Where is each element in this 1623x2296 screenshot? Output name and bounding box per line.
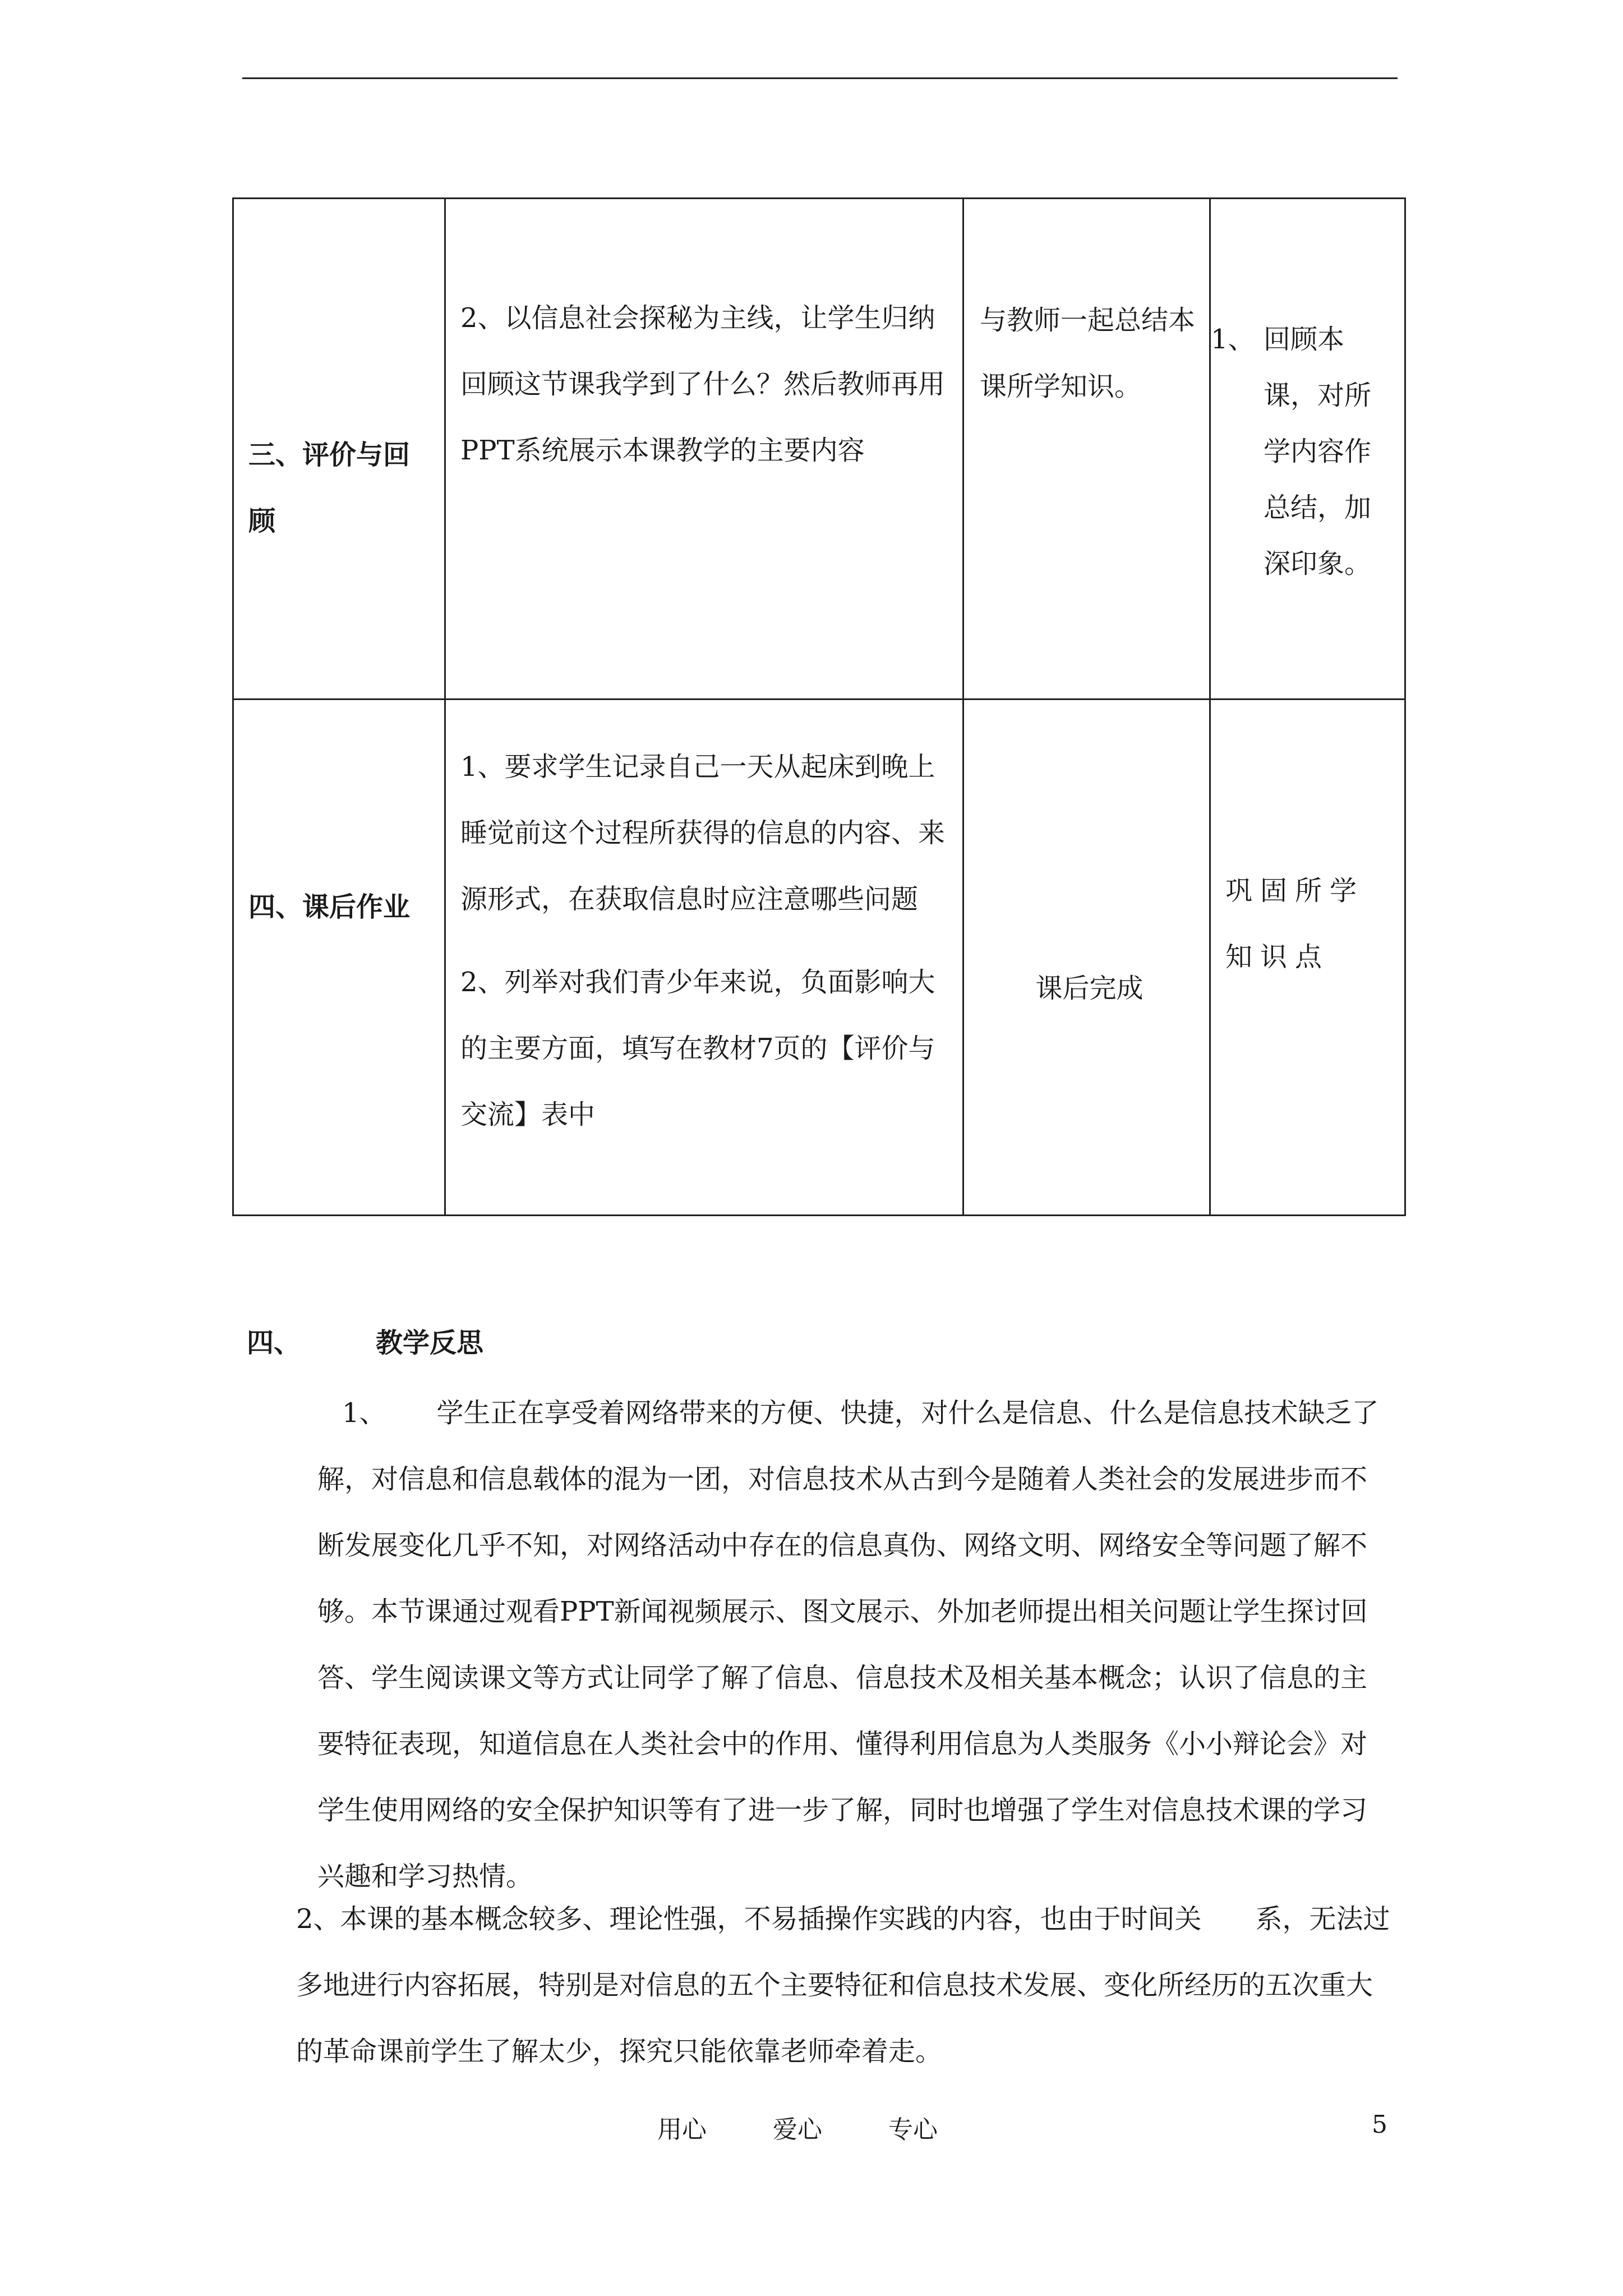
design-intent-cell — [1210, 700, 1405, 1216]
footer-item: 专心 — [888, 2115, 938, 2144]
teacher-activity-text-2: 2、列举对我们青少年来说，负面影响大的主要方面，填写在教材7页的【评价与交流】表中 — [460, 966, 935, 1130]
page-number: 5 — [1372, 2110, 1387, 2139]
intent-number: 1、 — [1211, 324, 1255, 355]
lesson-plan-table — [232, 197, 1406, 1216]
header-rule — [242, 77, 1398, 79]
footer-item: 爱心 — [773, 2115, 822, 2144]
heading-number: 四、 — [247, 1327, 301, 1359]
student-activity-text: 课后完成 — [1035, 972, 1144, 1004]
teacher-activity-text: 2、以信息社会探秘为主线，让学生归纳回顾这节课我学到了什么？然后教师再用PPT系统展示本课教学的主要内容 — [460, 302, 946, 466]
reflection-heading — [247, 1321, 483, 1360]
stage-cell — [233, 700, 445, 1216]
student-activity-cell — [963, 700, 1210, 1216]
table-row — [233, 199, 1405, 700]
design-intent-text: 巩固所学知识点 — [1225, 875, 1365, 973]
reflection-paragraph-2: 2、本课的基本概念较多、理论性强，不易插操作实践的内容，也由于时间关 系，无法过多地进行内容拓展，特别是对信息的五个主要特征和信息技术发展、变化所经历的五次重大的革命课前学生了解太少，探究只能依靠老师牵着走。 — [296, 1903, 1390, 2067]
student-activity-text: 与教师一起总结本课所学知识。 — [980, 305, 1196, 402]
footer — [657, 2109, 1004, 2145]
design-intent-cell — [1210, 199, 1405, 700]
teacher-activity-cell — [445, 700, 963, 1216]
heading-title: 教学反思 — [376, 1327, 484, 1359]
design-intent-text: 回顾本课，对所学内容作总结，加深印象。 — [1264, 324, 1372, 579]
teacher-activity-text: 1、要求学生记录自己一天从起床到晚上睡觉前这个过程所获得的信息的内容、来源形式，在获取信息时应注意哪些问题 — [460, 751, 946, 915]
stage-label: 三、评价与回顾 — [248, 439, 411, 537]
teacher-activity-cell — [445, 199, 963, 700]
table-row — [233, 700, 1405, 1216]
paragraph-number: 1、 — [342, 1397, 386, 1429]
paragraph-text: 学生正在享受着网络带来的方便、快捷，对什么是信息、什么是信息技术缺乏了解，对信息和信息载体的混为一团，对信息技术从古到今是随着人类社会的发展进步而不断发展变化几乎不知，对网络活动中存在的信息真伪、网络文明、网络安全等问题了解不够。本节课通过观看PPT新闻视频展示、图文展示、外加老师提出相关问题让学生探讨回答、学生阅读课文等方式让同学了解了信息、信息技术及相关基本概念；认识了信息的主要特征表现，知道信息在人类社会中的作用、懂得利用信息为人类服务《小小辩论会》对学生使用网络的安全保护知识等有了进一步了解，同时也增强了学生对信息技术课的学习兴趣和学习热情。 — [317, 1397, 1379, 1892]
student-activity-cell — [963, 199, 1210, 700]
stage-cell — [233, 199, 445, 700]
reflection-paragraph-1 — [317, 1380, 1383, 1910]
stage-label: 四、课后作业 — [248, 891, 411, 923]
footer-item: 用心 — [657, 2115, 707, 2144]
